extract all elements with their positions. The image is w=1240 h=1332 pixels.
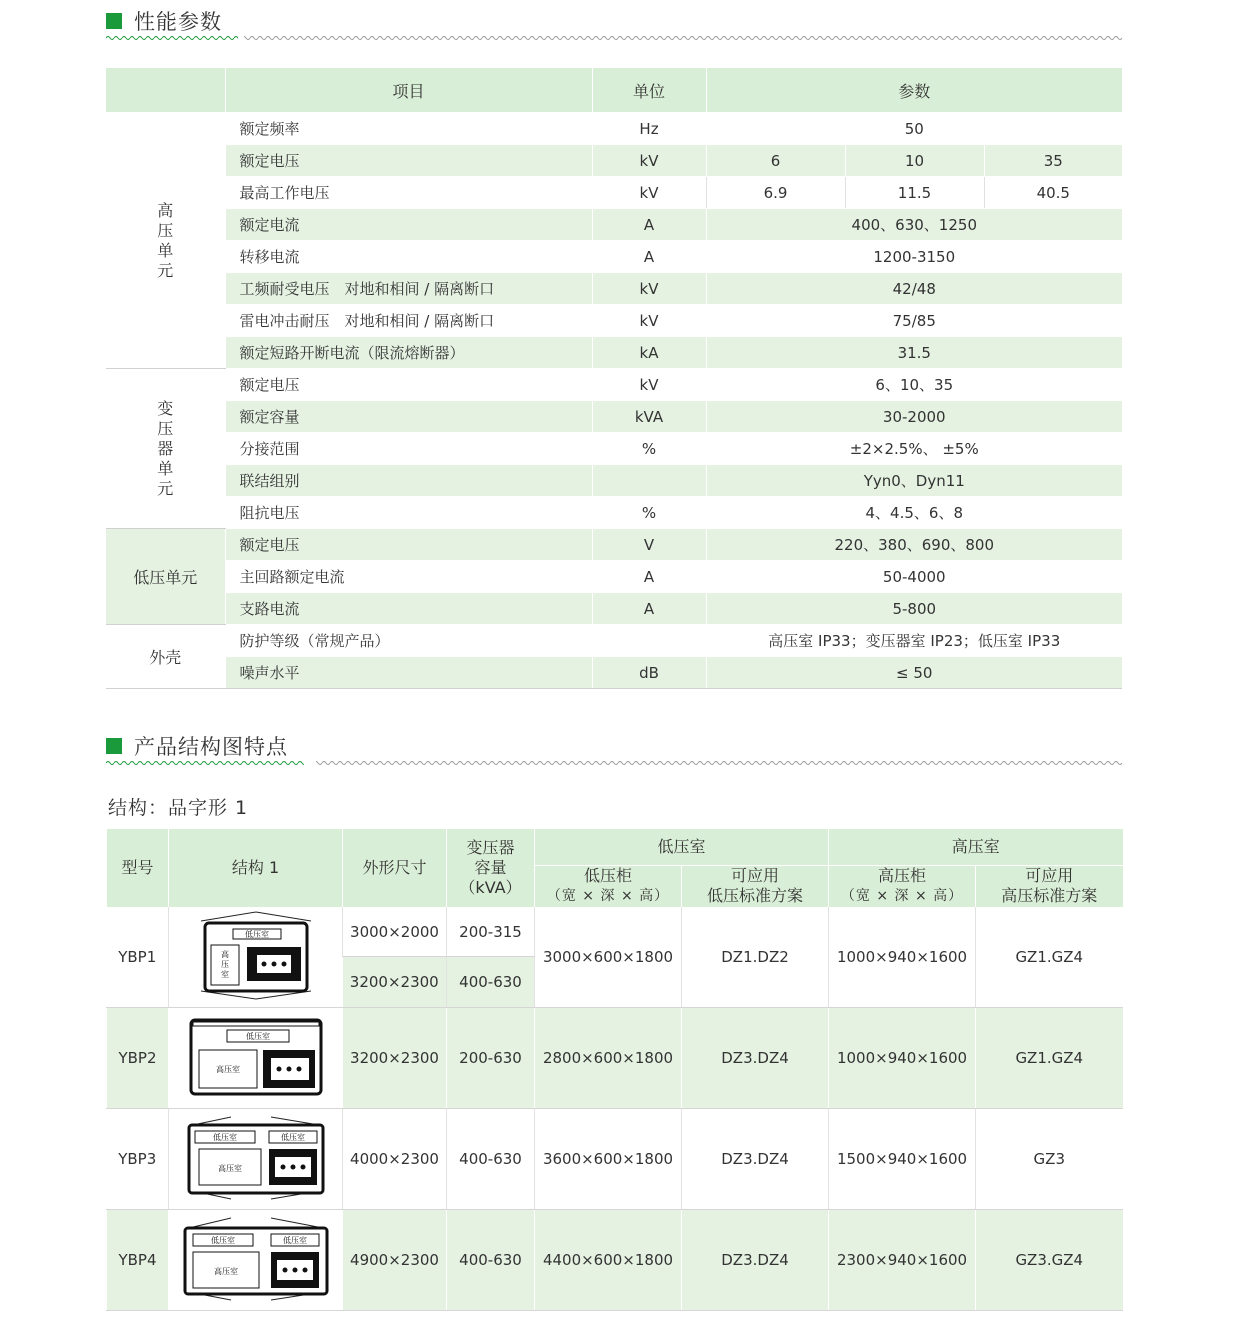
section-heading-performance bbox=[106, 6, 222, 36]
capacity-cell: 200-630 bbox=[447, 1008, 535, 1109]
header-model: 型号 bbox=[107, 829, 169, 907]
row-value: 6、10、35 bbox=[706, 369, 1122, 401]
row-unit: kA bbox=[592, 337, 706, 369]
high-plan-cell: GZ3.GZ4 bbox=[976, 1210, 1123, 1311]
row-item: 额定电流 bbox=[225, 209, 592, 241]
svg-text:高压室: 高压室 bbox=[215, 1065, 240, 1074]
model-cell: YBP1 bbox=[107, 907, 169, 1008]
header-structure: 结构 1 bbox=[169, 829, 343, 907]
row-unit: A bbox=[592, 209, 706, 241]
row-unit: V bbox=[592, 529, 706, 561]
row-value: 31.5 bbox=[706, 337, 1122, 369]
row-unit bbox=[592, 625, 706, 657]
row-value: 5-800 bbox=[706, 593, 1122, 625]
row-value: ≤ 50 bbox=[706, 657, 1122, 689]
table-row bbox=[107, 1210, 1123, 1311]
structure-diagram bbox=[169, 907, 343, 1008]
layout-diagram-ybp3 bbox=[171, 1109, 341, 1205]
row-item: 额定短路开断电流（限流熔断器） bbox=[225, 337, 592, 369]
model-cell: YBP2 bbox=[107, 1008, 169, 1109]
size-cell: 3200×2300 bbox=[343, 957, 447, 1008]
table-row bbox=[107, 1008, 1123, 1109]
category-low: 低压单元 bbox=[106, 529, 225, 625]
row-item: 转移电流 bbox=[225, 241, 592, 273]
header-capacity-line3: （kVA） bbox=[459, 878, 522, 897]
size-cell: 4900×2300 bbox=[343, 1210, 447, 1311]
header-unit: 单位 bbox=[592, 68, 706, 113]
header-size: 外形尺寸 bbox=[343, 829, 447, 907]
table-row bbox=[107, 1109, 1123, 1210]
low-cabinet-cell: 3600×600×1800 bbox=[535, 1109, 682, 1210]
row-item: 额定频率 bbox=[225, 113, 592, 145]
table-row bbox=[106, 497, 1122, 529]
table-row bbox=[106, 337, 1122, 369]
low-cabinet-cell: 4400×600×1800 bbox=[535, 1210, 682, 1311]
section-heading-structure bbox=[106, 731, 288, 761]
table-row bbox=[106, 209, 1122, 241]
row-item: 额定电压 bbox=[225, 145, 592, 177]
table-row bbox=[106, 369, 1122, 401]
green-square-icon bbox=[106, 13, 122, 29]
capacity-cell: 200-315 bbox=[447, 907, 535, 957]
table-row bbox=[106, 241, 1122, 273]
low-plan-cell: DZ1.DZ2 bbox=[682, 907, 829, 1008]
row-item: 主回路额定电流 bbox=[225, 561, 592, 593]
low-plan-cell: DZ3.DZ4 bbox=[682, 1210, 829, 1311]
table-header-row bbox=[107, 829, 1123, 865]
svg-text:低压室: 低压室 bbox=[210, 1236, 235, 1245]
header-blank bbox=[106, 68, 225, 113]
row-unit: A bbox=[592, 561, 706, 593]
svg-text:压: 压 bbox=[220, 960, 229, 969]
row-unit: kV bbox=[592, 273, 706, 305]
row-item: 噪声水平 bbox=[225, 657, 592, 689]
size-cell: 3200×2300 bbox=[343, 1008, 447, 1109]
high-plan-cell: GZ3 bbox=[976, 1109, 1123, 1210]
row-value: 220、380、690、800 bbox=[706, 529, 1122, 561]
table-row bbox=[106, 529, 1122, 561]
high-cabinet-cell: 1000×940×1600 bbox=[829, 1008, 976, 1109]
row-unit: dB bbox=[592, 657, 706, 689]
header-low-cabinet-title: 低压柜 bbox=[583, 866, 632, 886]
row-unit: % bbox=[592, 497, 706, 529]
header-high-cabinet-title: 高压柜 bbox=[878, 866, 927, 886]
capacity-cell: 400-630 bbox=[447, 1210, 535, 1311]
green-square-icon bbox=[106, 738, 122, 754]
row-item: 额定电压 bbox=[225, 369, 592, 401]
layout-diagram-ybp2 bbox=[171, 1008, 341, 1104]
row-value: 42/48 bbox=[706, 273, 1122, 305]
high-cabinet-cell: 2300×940×1600 bbox=[829, 1210, 976, 1311]
row-value: 6.9 bbox=[706, 177, 845, 209]
row-item: 支路电流 bbox=[225, 593, 592, 625]
table-row bbox=[107, 907, 1123, 957]
table-row bbox=[106, 625, 1122, 657]
header-capacity-line2: 容量 bbox=[474, 858, 507, 877]
high-cabinet-cell: 1500×940×1600 bbox=[829, 1109, 976, 1210]
row-unit: Hz bbox=[592, 113, 706, 145]
svg-text:低压室: 低压室 bbox=[282, 1236, 307, 1245]
header-low-plan-line2: 低压标准方案 bbox=[707, 886, 804, 906]
low-cabinet-cell: 2800×600×1800 bbox=[535, 1008, 682, 1109]
structure-table bbox=[106, 829, 1123, 1311]
row-unit: kV bbox=[592, 177, 706, 209]
row-unit: % bbox=[592, 433, 706, 465]
table-row bbox=[106, 433, 1122, 465]
row-value: 400、630、1250 bbox=[706, 209, 1122, 241]
row-value: 30-2000 bbox=[706, 401, 1122, 433]
row-value: 10 bbox=[845, 145, 984, 177]
header-low-plan bbox=[682, 865, 829, 907]
table-row bbox=[106, 145, 1122, 177]
category-transformer: 变压器单元 bbox=[106, 369, 225, 529]
model-cell: YBP4 bbox=[107, 1210, 169, 1311]
row-item: 最高工作电压 bbox=[225, 177, 592, 209]
row-value: Yyn0、Dyn11 bbox=[706, 465, 1122, 497]
table-row bbox=[106, 177, 1122, 209]
svg-text:低压室: 低压室 bbox=[245, 1032, 270, 1041]
structure-diagram bbox=[169, 1109, 343, 1210]
structure-diagram bbox=[169, 1210, 343, 1311]
capacity-cell: 400-630 bbox=[447, 957, 535, 1008]
svg-text:高: 高 bbox=[220, 950, 229, 959]
header-high-plan-line1: 可应用 bbox=[1025, 866, 1074, 886]
header-low-cabinet bbox=[535, 865, 682, 907]
header-capacity-line1: 变压器 bbox=[466, 838, 515, 857]
row-value: 75/85 bbox=[706, 305, 1122, 337]
table-row bbox=[106, 113, 1122, 145]
table-row bbox=[106, 465, 1122, 497]
row-unit bbox=[592, 465, 706, 497]
svg-text:高压室: 高压室 bbox=[213, 1267, 238, 1276]
row-value: 50-4000 bbox=[706, 561, 1122, 593]
header-param: 参数 bbox=[706, 68, 1122, 113]
category-high: 高压单元 bbox=[106, 113, 225, 369]
header-capacity bbox=[447, 829, 535, 907]
high-plan-cell: GZ1.GZ4 bbox=[976, 1008, 1123, 1109]
table-row bbox=[106, 273, 1122, 305]
row-item: 额定容量 bbox=[225, 401, 592, 433]
model-cell: YBP3 bbox=[107, 1109, 169, 1210]
row-unit: kV bbox=[592, 305, 706, 337]
row-item: 工频耐受电压 对地和相间 / 隔离断口 bbox=[225, 273, 592, 305]
category-shell: 外壳 bbox=[106, 625, 225, 689]
low-plan-cell: DZ3.DZ4 bbox=[682, 1109, 829, 1210]
header-high-plan-line2: 高压标准方案 bbox=[1001, 886, 1098, 906]
wave-divider bbox=[106, 35, 1122, 41]
svg-text:低压室: 低压室 bbox=[280, 1133, 305, 1142]
layout-diagram-ybp1 bbox=[171, 907, 341, 1003]
header-high-cabinet-dims: （宽 × 深 × 高） bbox=[840, 888, 964, 905]
header-low-room: 低压室 bbox=[535, 829, 829, 865]
table-row bbox=[106, 401, 1122, 433]
svg-text:高压室: 高压室 bbox=[217, 1164, 242, 1173]
low-cabinet-cell: 3000×600×1800 bbox=[535, 907, 682, 1008]
svg-text:室: 室 bbox=[220, 970, 229, 979]
performance-table bbox=[106, 68, 1122, 689]
row-unit: A bbox=[592, 593, 706, 625]
row-value: 6 bbox=[706, 145, 845, 177]
row-value: 4、4.5、6、8 bbox=[706, 497, 1122, 529]
row-value: 高压室 IP33；变压器室 IP23；低压室 IP33 bbox=[706, 625, 1122, 657]
row-item: 额定电压 bbox=[225, 529, 592, 561]
row-unit: kV bbox=[592, 145, 706, 177]
row-unit: A bbox=[592, 241, 706, 273]
header-item: 项目 bbox=[225, 68, 592, 113]
row-item: 阻抗电压 bbox=[225, 497, 592, 529]
row-item: 雷电冲击耐压 对地和相间 / 隔离断口 bbox=[225, 305, 592, 337]
row-unit: kV bbox=[592, 369, 706, 401]
low-plan-cell: DZ3.DZ4 bbox=[682, 1008, 829, 1109]
structure-subtitle: 结构：品字形 1 bbox=[108, 797, 249, 819]
header-high-cabinet bbox=[829, 865, 976, 907]
header-low-cabinet-dims: （宽 × 深 × 高） bbox=[546, 888, 670, 905]
layout-diagram-ybp4 bbox=[171, 1210, 341, 1306]
capacity-cell: 400-630 bbox=[447, 1109, 535, 1210]
high-plan-cell: GZ1.GZ4 bbox=[976, 907, 1123, 1008]
wave-divider bbox=[106, 760, 1122, 766]
high-cabinet-cell: 1000×940×1600 bbox=[829, 907, 976, 1008]
table-row bbox=[106, 561, 1122, 593]
structure-diagram bbox=[169, 1008, 343, 1109]
row-value: 40.5 bbox=[984, 177, 1122, 209]
header-high-plan bbox=[976, 865, 1123, 907]
section-title: 产品结构图特点 bbox=[134, 735, 288, 759]
table-header-row bbox=[106, 68, 1122, 113]
row-item: 防护等级（常规产品） bbox=[225, 625, 592, 657]
row-value: 1200-3150 bbox=[706, 241, 1122, 273]
table-row bbox=[106, 593, 1122, 625]
row-item: 联结组别 bbox=[225, 465, 592, 497]
header-low-plan-line1: 可应用 bbox=[731, 866, 780, 886]
row-value: 50 bbox=[706, 113, 1122, 145]
row-value: 35 bbox=[984, 145, 1122, 177]
svg-text:低压室: 低压室 bbox=[244, 930, 269, 939]
section-title: 性能参数 bbox=[134, 10, 222, 34]
table-row bbox=[106, 657, 1122, 689]
row-item: 分接范围 bbox=[225, 433, 592, 465]
row-value: ±2×2.5%、 ±5% bbox=[706, 433, 1122, 465]
header-high-room: 高压室 bbox=[829, 829, 1123, 865]
table-row bbox=[106, 305, 1122, 337]
svg-text:低压室: 低压室 bbox=[212, 1133, 237, 1142]
row-unit: kVA bbox=[592, 401, 706, 433]
size-cell: 4000×2300 bbox=[343, 1109, 447, 1210]
size-cell: 3000×2000 bbox=[343, 907, 447, 957]
row-value: 11.5 bbox=[845, 177, 984, 209]
